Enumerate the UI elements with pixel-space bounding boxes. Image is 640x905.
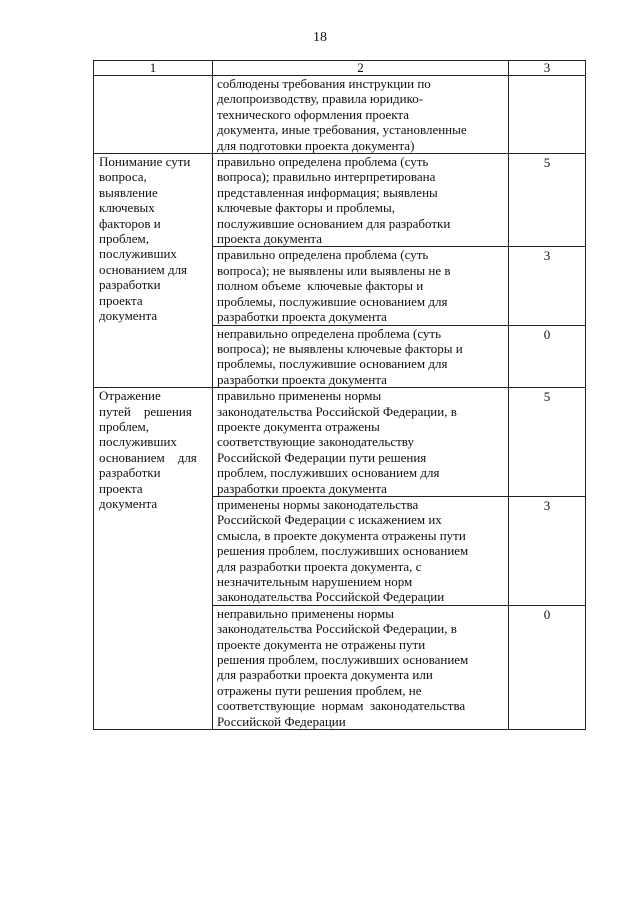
- description-line: соответствующие законодательству: [217, 434, 414, 450]
- description-line: правильно определена проблема (суть: [217, 154, 429, 170]
- criterion-line: документа: [99, 308, 158, 324]
- description-cell: [213, 388, 509, 497]
- description-line: незначительным нарушением норм: [217, 574, 413, 589]
- description-line: законодательства Российской Федерации: [217, 589, 445, 605]
- description-line: разработки проекта документа: [217, 309, 387, 325]
- criterion-line: Отражение: [99, 388, 161, 404]
- criterion-line: Понимание сути: [99, 154, 191, 170]
- description-cell: [213, 605, 509, 729]
- table-row: [94, 76, 586, 154]
- criterion-line: разработки: [99, 277, 161, 293]
- score-cell-empty: [509, 76, 586, 154]
- description-line: решения проблем, послуживших основанием: [217, 652, 469, 668]
- column-header-1: 1: [94, 61, 213, 76]
- description-line: неправильно определена проблема (суть: [217, 325, 442, 341]
- description-line: проблем, послуживших основанием для: [217, 465, 440, 481]
- criterion-line: факторов и: [99, 215, 161, 231]
- criterion-line: вопроса,: [99, 169, 147, 185]
- table-header-row: [94, 61, 586, 76]
- description-line: соблюдены требования инструкции по: [217, 76, 431, 91]
- description-line: полном объеме ключевые факторы и: [217, 278, 424, 294]
- description-line: представленная информация; выявлены: [217, 184, 438, 200]
- description-line: Российской Федерации с искажением их: [217, 512, 442, 528]
- criterion-cell: [94, 154, 213, 388]
- description-cell: [213, 247, 509, 325]
- description-line: вопроса); правильно интерпретирована: [217, 169, 436, 185]
- description-line: Российской Федерации: [217, 713, 346, 729]
- description-line: проекта документа: [217, 231, 323, 247]
- description-cell: [213, 76, 509, 154]
- score-cell: 5: [509, 388, 586, 497]
- description-line: вопроса); не выявлены ключевые факторы и: [217, 340, 463, 356]
- description-line: послужившие основанием для разработки: [217, 215, 451, 231]
- description-line: решения проблем, послуживших основанием: [217, 543, 469, 559]
- description-line: разработки проекта документа: [217, 371, 387, 387]
- description-line: делопроизводству, правила юридико-: [217, 91, 424, 107]
- description-line: отражены пути решения проблем, не: [217, 682, 422, 698]
- description-line: документа, иные требования, установленные: [217, 122, 467, 138]
- criterion-line: документа: [99, 495, 158, 511]
- criterion-line: послуживших: [99, 434, 177, 450]
- description-line: проблемы, послужившие основанием для: [217, 356, 448, 372]
- description-line: соответствующие нормам законодательства: [217, 698, 466, 714]
- description-line: разработки проекта документа: [217, 480, 387, 496]
- description-line: смысла, в проекте документа отражены пути: [217, 527, 466, 543]
- description-line: неправильно применены нормы: [217, 605, 394, 621]
- description-line: вопроса); не выявлены или выявлены не в: [217, 262, 451, 278]
- description-line: применены нормы законодательства: [217, 496, 419, 512]
- criterion-line: проекта: [99, 292, 143, 308]
- criterion-line: путей решения: [99, 403, 192, 419]
- table-row: [94, 154, 586, 247]
- description-line: проекте документа не отражены пути: [217, 636, 426, 652]
- description-line: ключевые факторы и проблемы,: [217, 200, 395, 216]
- criterion-line: ключевых: [99, 200, 155, 216]
- score-cell: 5: [509, 154, 586, 247]
- description-line: для разработки проекта документа или: [217, 667, 433, 683]
- table-row: [94, 388, 586, 497]
- description-line: правильно определена проблема (суть: [217, 247, 429, 263]
- description-line: законодательства Российской Федерации, в: [217, 621, 457, 637]
- description-cell: [213, 154, 509, 247]
- criterion-line: проблем,: [99, 418, 149, 434]
- criterion-line: основанием для: [99, 261, 188, 277]
- criterion-line: разработки: [99, 465, 161, 481]
- criterion-cell: [94, 388, 213, 730]
- column-header-3: 3: [509, 61, 586, 76]
- description-line: проблемы, послужившие основанием для: [217, 293, 448, 309]
- description-line: правильно применены нормы: [217, 388, 382, 404]
- description-line: для подготовки проекта документа): [217, 137, 415, 153]
- score-cell: 0: [509, 325, 586, 388]
- description-line: проекте документа отражены: [217, 418, 380, 434]
- description-cell: [213, 325, 509, 388]
- description-line: Российской Федерации пути решения: [217, 449, 427, 465]
- criterion-line: проекта: [99, 480, 143, 496]
- page-number: 18: [313, 30, 327, 45]
- description-line: законодательства Российской Федерации, в: [217, 403, 457, 419]
- criterion-cell-empty: [94, 76, 213, 154]
- criterion-line: проблем,: [99, 231, 149, 247]
- column-header-2: 2: [213, 61, 509, 76]
- evaluation-criteria-table: [93, 60, 586, 730]
- criterion-line: выявление: [99, 184, 158, 200]
- criterion-line: основанием для: [99, 449, 197, 465]
- description-cell: [213, 496, 509, 605]
- score-cell: 3: [509, 496, 586, 605]
- score-cell: 0: [509, 605, 586, 729]
- criterion-line: послуживших: [99, 246, 177, 262]
- description-line: для разработки проекта документа, с: [217, 558, 422, 574]
- description-line: технического оформления проекта: [217, 106, 410, 122]
- score-cell: 3: [509, 247, 586, 325]
